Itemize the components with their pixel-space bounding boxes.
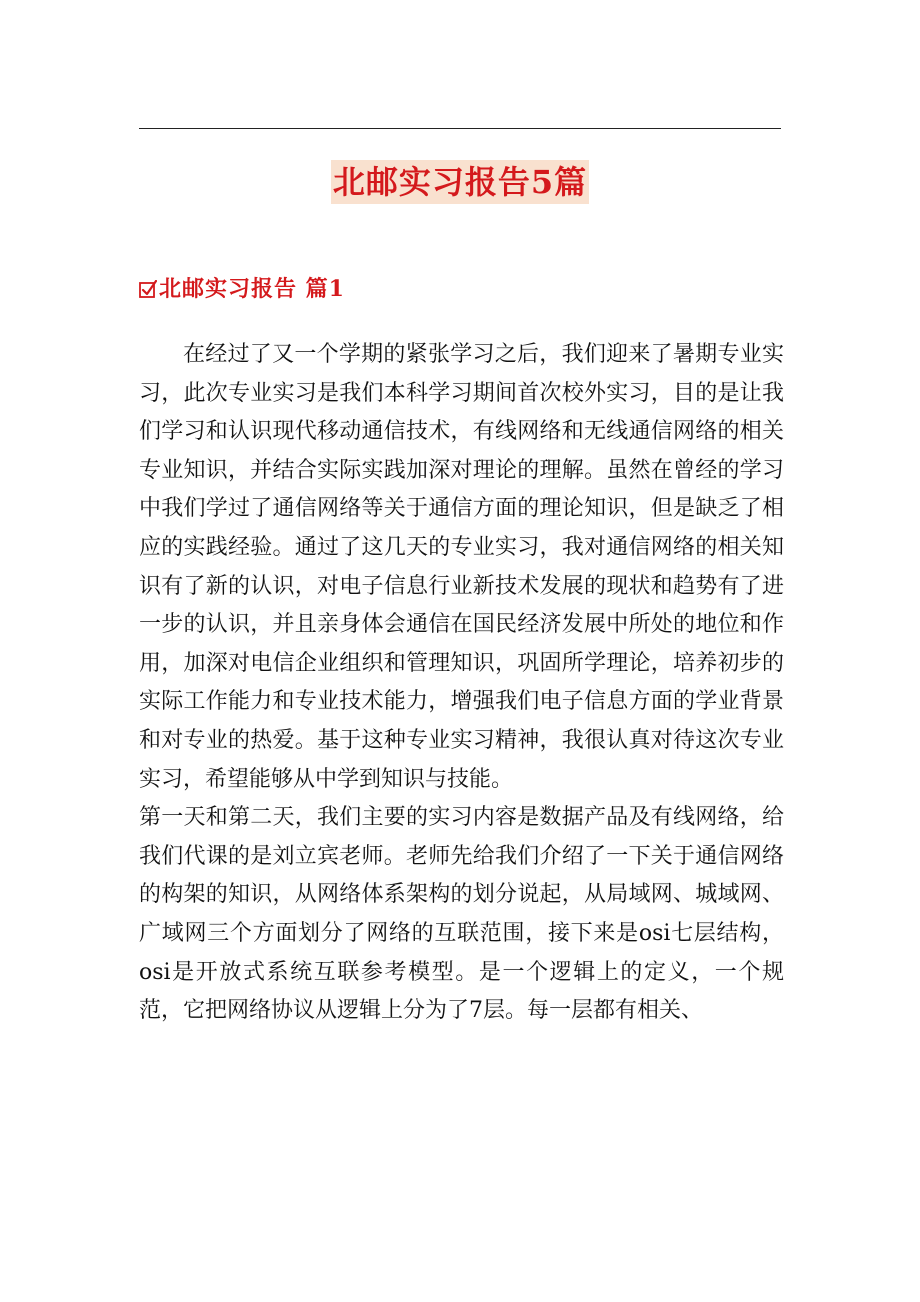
body-text xyxy=(139,336,784,1031)
checkbox-checked-icon xyxy=(139,280,157,298)
title-container xyxy=(0,160,920,204)
document-title: 北邮实习报告5篇 xyxy=(331,160,589,204)
paragraph: 第一天和第二天，我们主要的实习内容是数据产品及有线网络，给我们代课的是刘立宾老师。老师先给我们介绍了一下关于通信网络的构架的知识，从网络体系架构的划分说起，从局域网、城域网、广域网三个方面划分了网络的互联范围，接下来是osi七层结构，osi是开放式系统互联参考模型。是一个逻辑上的定义，一个规范，它把网络协议从逻辑上分为了7层。每一层都有相关、 xyxy=(139,805,784,1024)
section-heading-text: 北邮实习报告 篇1 xyxy=(159,276,345,302)
header-rule xyxy=(139,128,781,129)
paragraph: 在经过了又一个学期的紧张学习之后，我们迎来了暑期专业实习，此次专业实习是我们本科学习期间首次校外实习，目的是让我们学习和认识现代移动通信技术，有线网络和无线通信网络的相关专业知识，并结合实际实践加深对理论的理解。虽然在曾经的学习中我们学过了通信网络等关于通信方面的理论知识，但是缺乏了相应的实践经验。通过了这几天的专业实习，我对通信网络的相关知识有了新的认识，对电子信息行业新技术发展的现状和趋势有了进一步的认识，并且亲身体会通信在国民经济发展中所处的地位和作用，加深对电信企业组织和管理知识，巩固所学理论，培养初步的实际工作能力和专业技术能力，增强我们电子信息方面的学业背景和对专业的热爱。基于这种专业实习精神，我很认真对待这次专业实习，希望能够从中学到知识与技能。 xyxy=(139,342,784,792)
section-heading xyxy=(139,272,345,306)
